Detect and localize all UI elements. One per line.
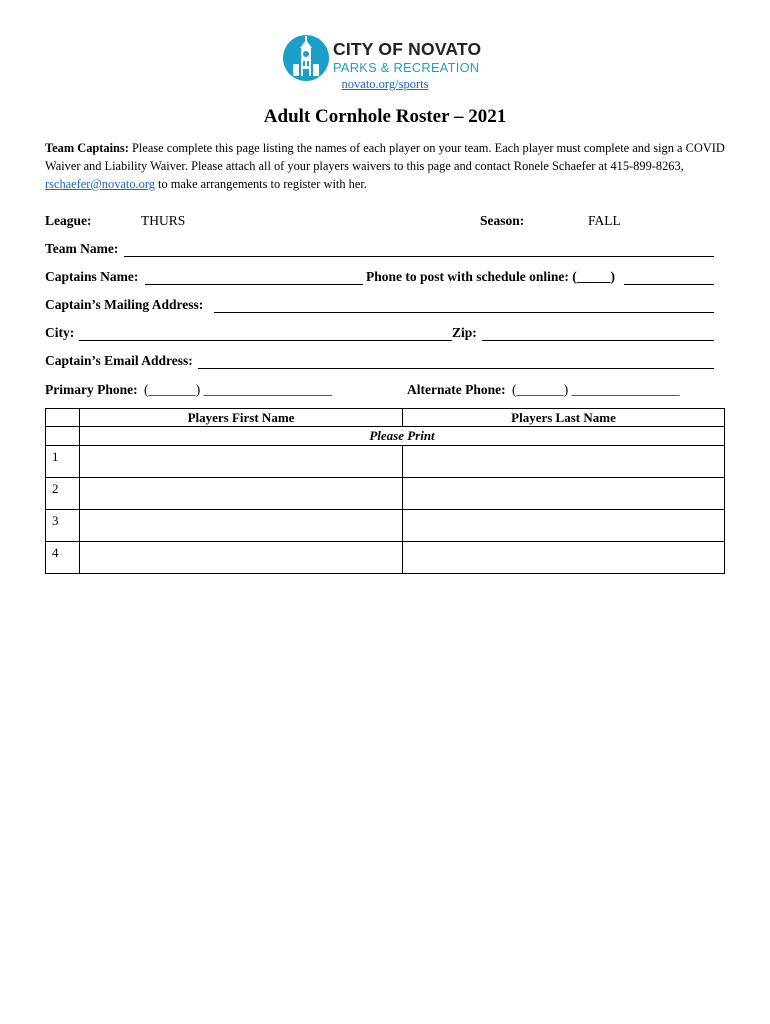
first-name-cell[interactable] [80,446,403,478]
primary-phone-field[interactable]: (_______) ___________________ [144,382,332,397]
season-label: Season: [480,213,525,228]
first-name-cell[interactable] [80,478,403,510]
first-name-header: Players First Name [80,409,403,427]
email-field[interactable] [198,368,714,369]
first-name-cell[interactable] [80,510,403,542]
primary-phone-label: Primary Phone: [45,382,138,397]
logo-title: CITY OF NOVATO [333,39,482,59]
instructions-lead: Team Captains: [45,141,129,155]
instructions-text-2: to make arrangements to register with her. [154,177,367,191]
last-name-cell[interactable] [403,542,725,574]
row-number: 1 [46,446,80,478]
phone-post-label: Phone to post with schedule online: (_____) [366,269,616,284]
please-print-note: Please Print [80,427,725,446]
league-label: League: [45,213,92,228]
alternate-phone-field[interactable]: (_______) ________________ [512,382,680,397]
city-field[interactable] [79,340,452,341]
city-label: City: [45,325,75,340]
captains-name-label: Captains Name: [45,269,139,284]
instructions-text-1: Please complete this page listing the names of each player on your team. Each player must complete and sign a COVID Waiver and Liability Waiver. Please attach all of your players waivers to this page and contact Ronele Schaefer at 415-899-8263, [45,141,725,173]
row-number: 4 [46,542,80,574]
zip-field[interactable] [482,340,714,341]
page-title: Adult Cornhole Roster – 2021 [263,106,507,127]
phone-post-field[interactable] [624,284,714,285]
email-label: Captain’s Email Address: [45,353,193,368]
first-name-cell[interactable] [80,542,403,574]
table-row [46,542,725,574]
row-number: 3 [46,510,80,542]
last-name-header: Players Last Name [403,409,725,427]
table-row [46,510,725,542]
league-value: THURS [141,213,186,228]
clock-tower-icon [283,34,329,82]
last-name-cell[interactable] [403,478,725,510]
last-name-cell[interactable] [403,446,725,478]
email-link[interactable]: rschaefer@novato.org [45,177,155,191]
team-name-label: Team Name: [45,241,119,256]
captains-name-field[interactable] [145,284,363,285]
number-blank-cell [46,427,80,446]
mailing-address-label: Captain’s Mailing Address: [45,297,204,312]
instructions-paragraph [45,139,735,193]
zip-label: Zip: [452,325,477,340]
team-name-field[interactable] [124,256,714,257]
alternate-phone-label: Alternate Phone: [407,382,506,397]
number-header-cell [46,409,80,427]
website-link[interactable]: novato.org/sports [341,77,429,91]
logo-subtitle: PARKS & RECREATION [333,60,480,75]
mailing-address-field[interactable] [214,312,714,313]
last-name-cell[interactable] [403,510,725,542]
table-row [46,446,725,478]
row-number: 2 [46,478,80,510]
season-value: FALL [588,213,621,228]
table-row [46,478,725,510]
roster-table [45,408,725,574]
